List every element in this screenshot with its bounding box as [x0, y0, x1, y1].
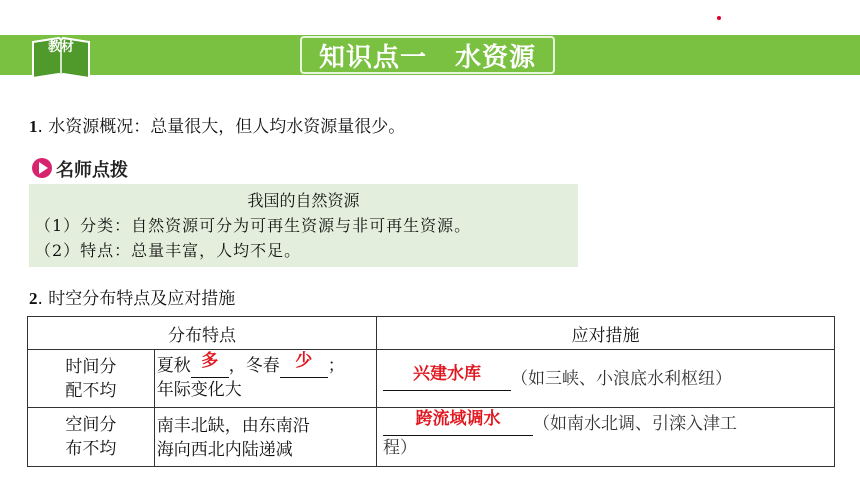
row-label	[28, 350, 155, 408]
tip-line-2: （2）特点：总量丰富，人均不足。	[35, 241, 302, 260]
row-label-line: 时间分	[65, 356, 117, 377]
point-1-text: . 水资源概况：总量很大，但人均水资源量很少。	[37, 117, 406, 137]
feature-line	[156, 351, 376, 378]
row-label-line: 配不均	[65, 380, 117, 401]
answer-text: 兴建水库	[413, 363, 481, 384]
measure-text: 程）	[383, 438, 417, 458]
point-1	[29, 112, 405, 137]
feature-line: 南丰北缺，由东南沿	[156, 416, 310, 436]
point-1-number: 1	[29, 117, 38, 136]
row-label-line: 布不均	[65, 439, 117, 459]
header-measures: 应对措施	[377, 317, 835, 350]
table-row	[28, 408, 835, 467]
header-distribution: 分布特点	[28, 317, 377, 350]
red-dot-mark	[717, 16, 721, 20]
row-label-line: 空间分	[65, 415, 117, 435]
row-label	[28, 408, 155, 467]
tip-line-1: （1）分类：自然资源可分为可再生资源与非可再生资源。	[35, 216, 472, 235]
feature-text: 夏秋	[156, 356, 191, 376]
tip-label: 名师点拨	[56, 160, 128, 181]
table-header-row	[28, 317, 835, 350]
feature-text: ，冬春	[228, 356, 280, 376]
feature-cell	[154, 408, 376, 467]
measure-cell	[377, 408, 835, 467]
answer-blank	[383, 363, 511, 391]
play-icon	[32, 158, 52, 178]
measure-text: （如三峡、小浪底水利枢纽）	[511, 368, 732, 389]
tip-box-title: 我国的自然资源	[247, 191, 360, 210]
answer-text: 少	[295, 351, 313, 371]
answer-blank	[280, 351, 328, 378]
feature-text: ；	[327, 356, 345, 376]
measure-line	[383, 409, 834, 436]
feature-line: 海向西北内陆递减	[156, 440, 293, 460]
tip-box	[29, 184, 578, 267]
answer-text: 跨流域调水	[415, 409, 501, 429]
feature-cell	[154, 350, 376, 408]
section-title: 知识点一 水资源	[300, 36, 555, 74]
answer-text: 多	[201, 351, 219, 371]
badge-label: 教材	[47, 40, 74, 55]
point-2-text: . 时空分布特点及应对措施	[37, 289, 236, 309]
table-row	[28, 350, 835, 408]
answer-blank	[191, 351, 229, 378]
point-2	[29, 284, 235, 309]
measure-cell	[377, 350, 835, 408]
measure-text: （如南水北调、引滦入津工	[533, 414, 737, 434]
feature-line: 年际变化大	[156, 380, 242, 400]
answer-blank	[383, 409, 533, 436]
distribution-table	[27, 316, 835, 467]
point-2-number: 2	[29, 289, 38, 308]
